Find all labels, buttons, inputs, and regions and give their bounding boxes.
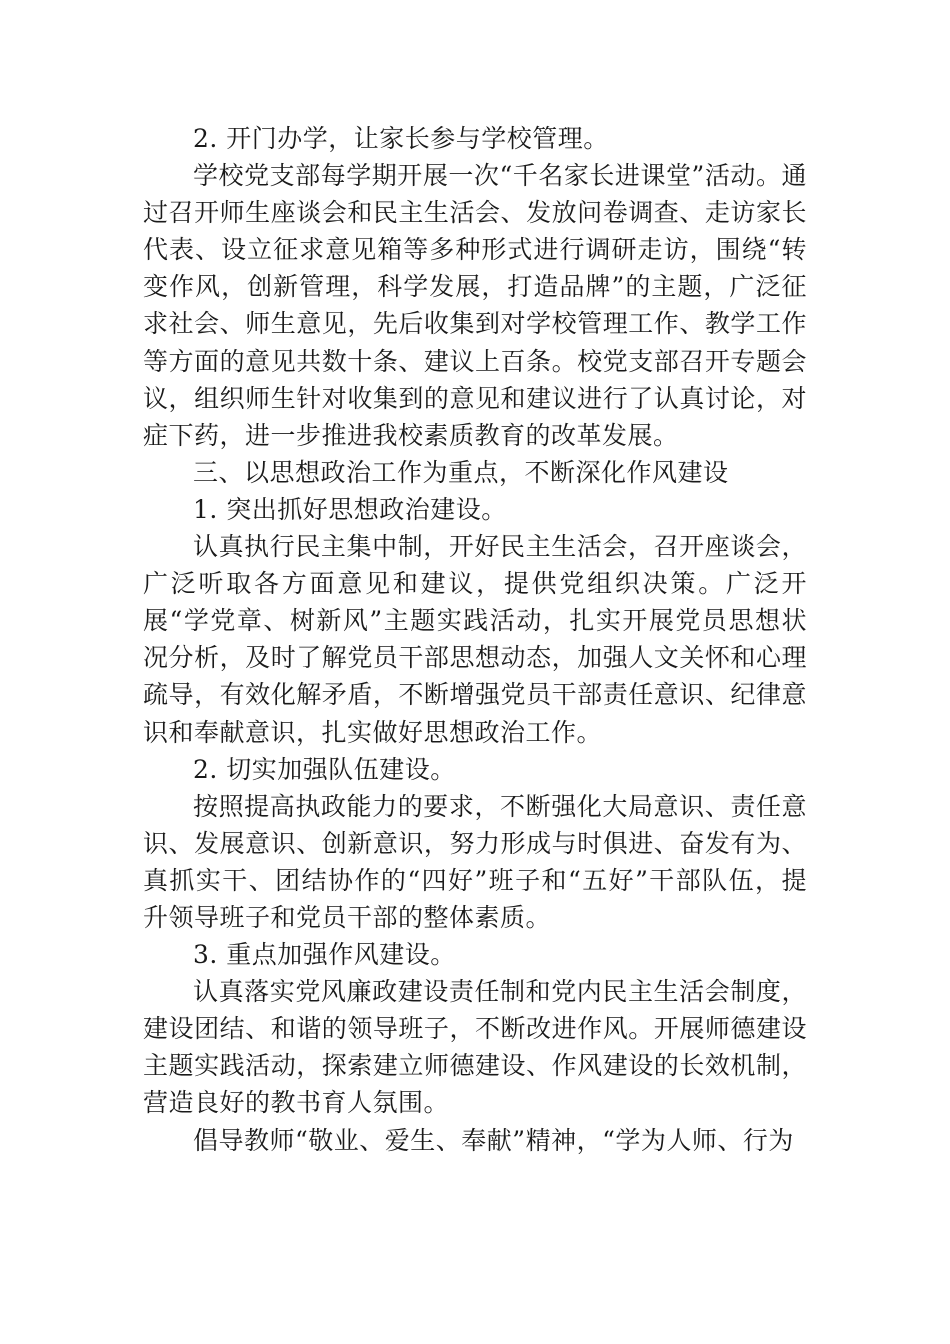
section-heading-3: 三、以思想政治工作为重点，不断深化作风建设 xyxy=(193,457,729,487)
subheading-political-building: 1. 突出抓好思想政治建设。 xyxy=(193,494,507,524)
paragraph-governing-capacity: 按照提高执政能力的要求，不断强化大局意识、责任意识、发展意识、创新意识，努力形成与时俱进、奋发有为、真抓实干、团结协作的“四好”班子和“五好”干部队伍，提升领导班子和党员干部的整体素质。 xyxy=(143,791,807,932)
subheading-team-building: 2. 切实加强队伍建设。 xyxy=(193,754,456,784)
paragraph-teacher-spirit: 倡导教师“敬业、爱生、奉献”精神，“学为人师、行为 xyxy=(193,1125,794,1155)
paragraph-integrity-responsibility: 认真落实党风廉政建设责任制和党内民主生活会制度，建设团结、和谐的领导班子，不断改进作风。开展师德建设主题实践活动，探索建立师德建设、作风建设的长效机制，营造良好的教书育人氛围。 xyxy=(143,977,807,1118)
paragraph-parents-in-class: 学校党支部每学期开展一次“千名家长进课堂”活动。通过召开师生座谈会和民主生活会、发放问卷调查、走访家长代表、设立征求意见箱等多种形式进行调研走访，围绕“转变作风，创新管理，科学发展，打造品牌”的主题，广泛征求社会、师生意见，先后收集到对学校管理工作、教学工作等方面的意见共数十条、建议上百条。校党支部召开专题会议，组织师生针对收集到的意见和建议进行了认真讨论，对症下药，进一步推进我校素质教育的改革发展。 xyxy=(143,161,807,450)
document-body xyxy=(143,120,807,1159)
subheading-work-style: 3. 重点加强作风建设。 xyxy=(193,940,456,970)
paragraph-democratic-centralism: 认真执行民主集中制，开好民主生活会，召开座谈会，广泛听取各方面意见和建议，提供党组织决策。广泛开展“学党章、树新风”主题实践活动，扎实开展党员思想状况分析，及时了解党员干部思想动态，加强人文关怀和心理疏导，有效化解矛盾，不断增强党员干部责任意识、纪律意识和奉献意识，扎实做好思想政治工作。 xyxy=(143,532,807,747)
subheading-open-schooling: 2. 开门办学，让家长参与学校管理。 xyxy=(193,124,609,153)
